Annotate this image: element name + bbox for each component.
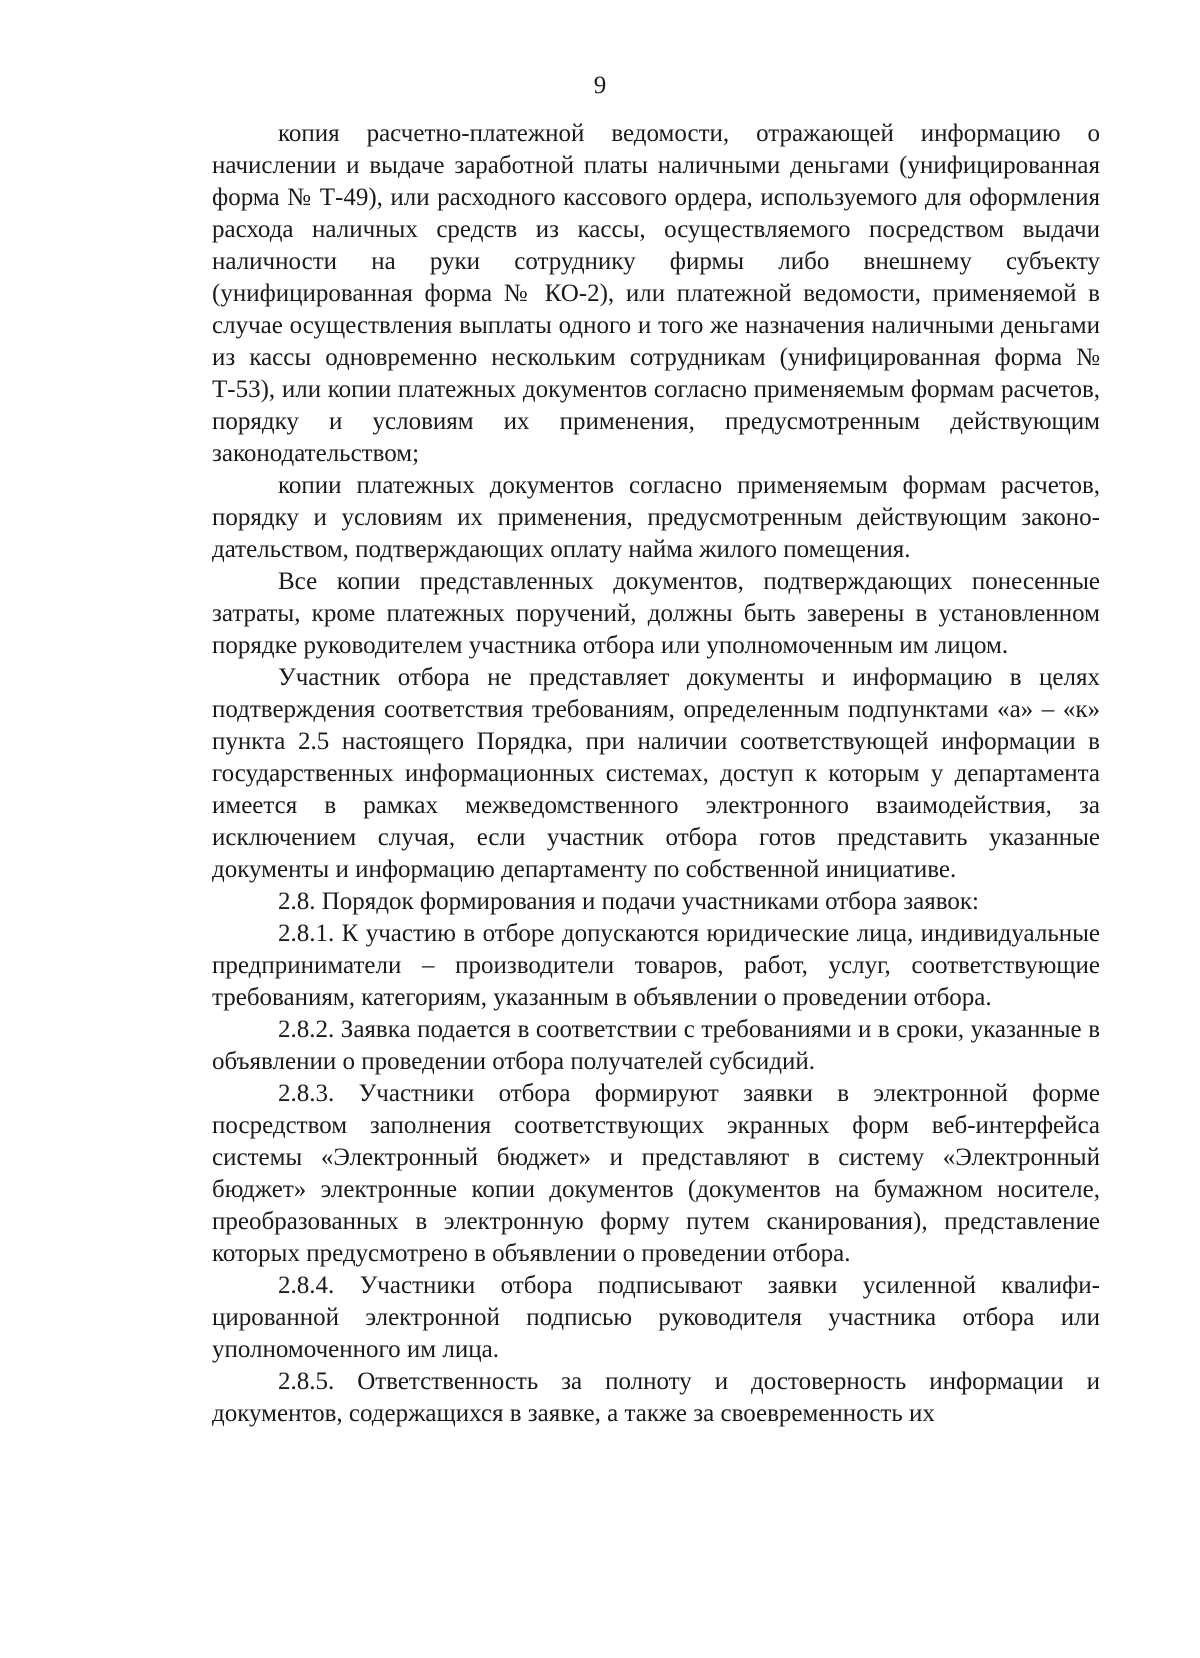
- clause-2-8-5: 2.8.5. Ответственность за полноту и достоверность информации и документов, содержащихся в заявке, а также за своевременность их: [212, 1368, 1100, 1427]
- paragraph-payment-docs: копии платежных документов согласно применяемым формам расчетов, порядку и условиям их применения, предусмотренным действующим законодательством, подтверждающих оплату найма жилого помещения.: [212, 472, 1100, 563]
- clause-2-8-1: 2.8.1. К участию в отборе допускаются юридические лица, индивидуальные предприниматели – производители товаров, работ, услуг, соответствующие требованиям, категориям, указанным в объявлении о проведении отбора.: [212, 920, 1100, 1011]
- paragraph-payroll-copy: копия расчетно-платежной ведомости, отражающей информацию о начислении и выдаче заработной платы наличными деньгами (унифицированная форма № Т-49), или расходного кассового ордера, используемого для оформления расхода наличных средств из кассы, осуществляемого посредством выдачи наличности на руки сотруднику фирмы либо внешнему субъекту (унифицированная форма № КО-2), или платежной ведомости, применяемой в случае осуществления выплаты одного и того же назначения наличными деньгами из кассы одновременно нескольким сотрудникам (унифицированная форма № Т-53), или копии платежных документов согласно применяемым формам расчетов, порядку и условиям их применения, предусмотренным действующим законодательством;: [212, 120, 1100, 467]
- document-body: [212, 118, 1100, 1430]
- page-number: 9: [593, 72, 607, 99]
- paragraph-participant-documents: Участник отбора не представляет документы и информацию в целях подтверждения соответствия требованиям, определенным подпунктами «а» – «к» пункта 2.5 настоящего Порядка, при наличии соответствующей информации в государственных информационных системах, доступ к которым у департамента имеется в рамках межведомственного электронного взаимодействия, за исключением случая, если участник отбора готов представить указанные документы и информацию департаменту по собственной инициативе.: [212, 664, 1100, 883]
- clause-2-8-3: 2.8.3. Участники отбора формируют заявки в электронной форме посредством заполнения соответствующих экранных форм веб-интерфейса системы «Электронный бюджет» и представляют в систему «Электронный бюджет» электронные копии документов (документов на бумажном носителе, преобразованных в электронную форму путем сканирования), представление которых предусмотрено в объявлении о проведении отбора.: [212, 1080, 1100, 1267]
- paragraph-certified-copies: Все копии представленных документов, подтверждающих понесенные затраты, кроме платежных поручений, должны быть заверены в установленном порядке руководителем участника отбора или уполномоченным им лицом.: [212, 568, 1100, 659]
- clause-2-8-4: 2.8.4. Участники отбора подписывают заявки усиленной квалифицированной электронной подписью руководителя участника отбора или уполномоченного им лица.: [212, 1272, 1100, 1363]
- section-heading-2-8: 2.8. Порядок формирования и подачи участниками отбора заявок:: [278, 888, 979, 915]
- clause-2-8-2: 2.8.2. Заявка подается в соответствии с требованиями и в сроки, указанные в объявлении о проведении отбора получателей субсидий.: [212, 1016, 1100, 1075]
